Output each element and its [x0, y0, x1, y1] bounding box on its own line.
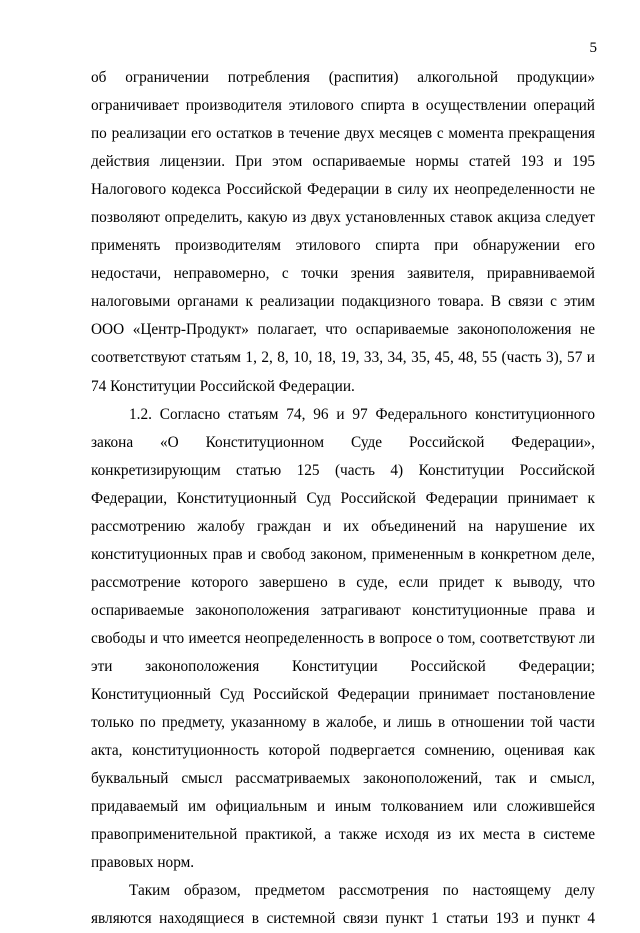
page-number: 5 [589, 40, 597, 56]
document-body [91, 64, 595, 933]
text-line: эти законоположения Конституции Российской Федерации; [91, 657, 595, 675]
text-line: налоговыми органами к реализации подакцизного товара. В связи с этим [91, 293, 595, 311]
text-line: свободы и что имеется неопределенность в вопросе о том, соответствуют ли [91, 629, 595, 647]
text-line: применять производителям этилового спирта при обнаружении его [91, 237, 595, 255]
text-line: недостачи, неправомерно, с точки зрения заявителя, приравниваемой [91, 265, 595, 283]
text-line: действия лицензии. При этом оспариваемые нормы статей 193 и 195 [91, 153, 595, 171]
text-line: Конституционный Суд Российской Федерации принимает постановление [91, 686, 595, 704]
paragraph [91, 64, 595, 401]
paragraph [91, 401, 595, 878]
text-line: соответствуют статьям 1, 2, 8, 10, 18, 19, 33, 34, 35, 45, 48, 55 (часть 3), 57 и [91, 349, 595, 367]
text-line: рассмотрение которого завершено в суде, если придет к выводу, что [91, 573, 595, 591]
text-line: буквальный смысл рассматриваемых законоположений, так и смысл, [91, 770, 595, 788]
text-line: Таким образом, предметом рассмотрения по настоящему делу [129, 882, 595, 900]
text-line: придаваемый им официальным и иным толкованием или сложившейся [91, 798, 595, 816]
text-line: конституционных прав и свобод законом, примененным в конкретном деле, [91, 545, 595, 563]
text-line: позволяют определить, какую из двух установленных ставок акциза следует [91, 209, 595, 227]
text-line: только по предмету, указанному в жалобе, и лишь в отношении той части [91, 714, 595, 732]
text-line: ограничивает производителя этилового спирта в осуществлении операций [91, 97, 595, 115]
text-line: являются находящиеся в системной связи пункт 1 статьи 193 и пункт 4 [91, 910, 595, 928]
text-line: Федерации, Конституционный Суд Российской Федерации принимает к [91, 489, 595, 507]
text-line: по реализации его остатков в течение двух месяцев с момента прекращения [91, 125, 595, 143]
text-line: акта, конституционность которой подвергается сомнению, оценивая как [91, 742, 595, 760]
paragraph [91, 877, 595, 933]
text-line: 1.2. Согласно статьям 74, 96 и 97 Федерального конституционного [129, 405, 595, 423]
text-line: закона «О Конституционном Суде Российской Федерации», [91, 433, 595, 451]
text-line: Налогового кодекса Российской Федерации в силу их неопределенности не [91, 181, 595, 199]
text-line: оспариваемые законоположения затрагивают конституционные права и [91, 601, 595, 619]
text-line: об ограничении потребления (распития) алкогольной продукции» [91, 69, 595, 86]
text-line: правоприменительной практикой, а также исходя из их места в системе [91, 826, 595, 844]
text-line: ООО «Центр-Продукт» полагает, что оспариваемые законоположения не [91, 321, 595, 339]
text-line: правовых норм. [91, 854, 195, 872]
text-line: конкретизирующим статью 125 (часть 4) Конституции Российской [91, 461, 595, 479]
text-line: 74 Конституции Российской Федерации. [91, 377, 355, 395]
text-line: рассмотрению жалобу граждан и их объединений на нарушение их [91, 517, 595, 535]
